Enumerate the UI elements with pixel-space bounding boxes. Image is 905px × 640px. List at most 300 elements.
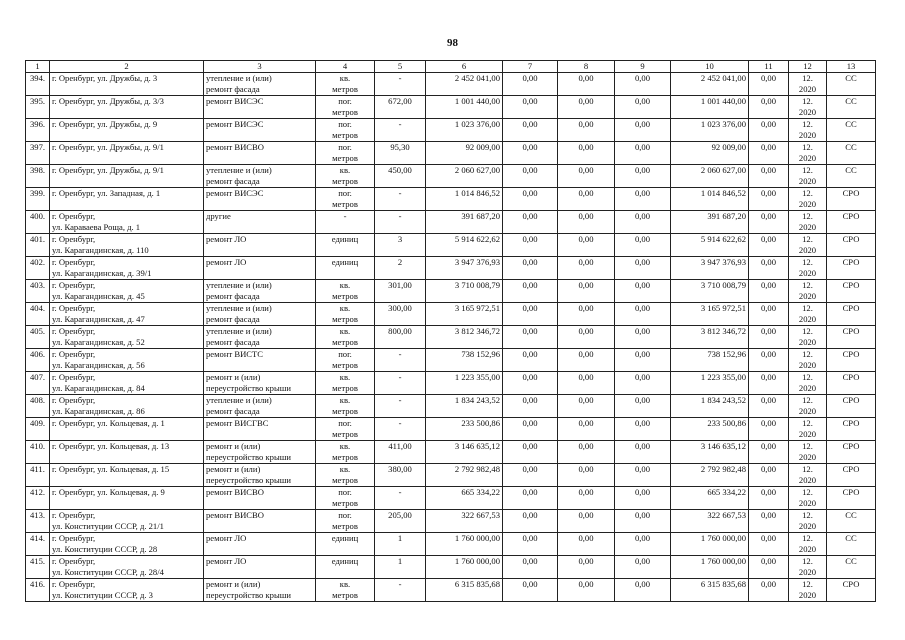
table-row xyxy=(26,510,876,533)
completion-date-cell-line: 2020 xyxy=(798,176,817,186)
fund-cell-line: 0,00 xyxy=(522,211,538,221)
completion-date-cell xyxy=(789,303,827,326)
owner-funds-cell-line: 1 001 440,00 xyxy=(700,96,746,106)
unit-cell-line: метров xyxy=(332,314,358,324)
completion-date-cell xyxy=(789,326,827,349)
quantity-cell-line: - xyxy=(398,372,402,382)
work-type-cell xyxy=(204,303,316,326)
unit-cell-line: метров xyxy=(332,337,358,347)
work-type-cell-line: утепление и (или) xyxy=(206,303,272,313)
method-code-cell xyxy=(827,326,876,349)
row-number xyxy=(26,395,50,418)
unit-cell xyxy=(316,326,375,349)
quantity-cell xyxy=(375,579,426,602)
fund-cell xyxy=(503,119,558,142)
unit-cell-line: кв. xyxy=(339,372,351,382)
other-funds-cell xyxy=(749,418,789,441)
work-type-cell xyxy=(204,349,316,372)
fund-cell-line: 0,00 xyxy=(578,211,594,221)
owner-funds-cell-line: 1 760 000,00 xyxy=(700,556,746,566)
fund-cell xyxy=(558,280,615,303)
address-cell-line: г. Оренбург, ул. Кольцевая, д. 15 xyxy=(52,464,170,474)
owner-funds-cell xyxy=(671,211,749,234)
unit-cell-line: метров xyxy=(332,130,358,140)
row-number-line: 408. xyxy=(29,395,46,405)
unit-cell xyxy=(316,142,375,165)
work-type-cell-line: ремонт фасада xyxy=(206,84,260,94)
other-funds-cell-line: 0,00 xyxy=(760,579,777,589)
total-cost-cell xyxy=(426,257,503,280)
owner-funds-cell-line: 1 223 355,00 xyxy=(700,372,746,382)
fund-cell-line: 0,00 xyxy=(522,556,538,566)
total-cost-cell xyxy=(426,533,503,556)
unit-cell-line: метров xyxy=(332,452,358,462)
completion-date-cell-line: 2020 xyxy=(798,567,817,577)
completion-date-cell-line: 12. xyxy=(802,188,813,198)
method-code-cell xyxy=(827,372,876,395)
address-cell-line: г. Оренбург, ул. Дружбы, д. 9/1 xyxy=(52,165,164,175)
address-cell xyxy=(50,73,204,96)
method-code-cell-line: СРО xyxy=(842,464,860,474)
method-code-cell xyxy=(827,280,876,303)
total-cost-cell xyxy=(426,188,503,211)
completion-date-cell xyxy=(789,280,827,303)
quantity-cell-line: 95,30 xyxy=(390,142,410,152)
other-funds-cell xyxy=(749,556,789,579)
unit-cell-line: единиц xyxy=(331,234,359,244)
unit-cell xyxy=(316,234,375,257)
fund-cell xyxy=(503,464,558,487)
address-cell-line: ул. Конституции СССР, д. 28 xyxy=(52,544,158,554)
other-funds-cell-line: 0,00 xyxy=(760,510,777,520)
fund-cell-line: 0,00 xyxy=(522,487,538,497)
work-type-cell xyxy=(204,510,316,533)
completion-date-cell-line: 12. xyxy=(802,119,813,129)
address-cell-line: ул. Карагандинская, д. 47 xyxy=(52,314,145,324)
completion-date-cell xyxy=(789,142,827,165)
fund-cell-line: 0,00 xyxy=(634,418,651,428)
fund-cell-line: 0,00 xyxy=(522,257,538,267)
method-code-cell xyxy=(827,142,876,165)
table-row xyxy=(26,349,876,372)
other-funds-cell-line: 0,00 xyxy=(760,326,777,336)
completion-date-cell-line: 12. xyxy=(802,372,813,382)
total-cost-cell xyxy=(426,441,503,464)
method-code-cell-line: СРО xyxy=(842,303,860,313)
owner-funds-cell-line: 1 014 846,52 xyxy=(700,188,746,198)
address-cell-line: г. Оренбург, ул. Дружбы, д. 9 xyxy=(52,119,158,129)
other-funds-cell-line: 0,00 xyxy=(760,96,777,106)
fund-cell-line: 0,00 xyxy=(522,119,538,129)
work-type-cell xyxy=(204,464,316,487)
address-cell-line: г. Оренбург, xyxy=(52,234,96,244)
other-funds-cell xyxy=(749,188,789,211)
owner-funds-cell xyxy=(671,326,749,349)
quantity-cell-line: - xyxy=(398,349,402,359)
owner-funds-cell xyxy=(671,119,749,142)
address-cell-line: ул. Карагандинская, д. 45 xyxy=(52,291,145,301)
fund-cell-line: 0,00 xyxy=(578,395,594,405)
work-type-cell-line: утепление и (или) xyxy=(206,280,272,290)
quantity-cell xyxy=(375,188,426,211)
owner-funds-cell xyxy=(671,487,749,510)
work-type-cell xyxy=(204,372,316,395)
total-cost-cell-line: 2 792 982,48 xyxy=(454,464,500,474)
method-code-cell-line: СС xyxy=(845,533,857,543)
row-number xyxy=(26,464,50,487)
owner-funds-cell xyxy=(671,96,749,119)
unit-cell-line: пог. xyxy=(338,188,352,198)
total-cost-cell-line: 6 315 835,68 xyxy=(454,579,500,589)
address-cell-line: г. Оренбург, xyxy=(52,372,96,382)
fund-cell xyxy=(615,418,671,441)
quantity-cell xyxy=(375,326,426,349)
owner-funds-cell-line: 6 315 835,68 xyxy=(700,579,746,589)
total-cost-cell-line: 3 710 008,79 xyxy=(454,280,500,290)
fund-cell-line: 0,00 xyxy=(522,372,538,382)
unit-cell xyxy=(316,556,375,579)
fund-cell-line: 0,00 xyxy=(522,234,538,244)
work-type-cell-line: ремонт ВИСВО xyxy=(206,510,264,520)
completion-date-cell-line: 2020 xyxy=(798,222,817,232)
address-cell xyxy=(50,533,204,556)
quantity-cell xyxy=(375,211,426,234)
fund-cell-line: 0,00 xyxy=(578,165,594,175)
quantity-cell xyxy=(375,73,426,96)
fund-cell xyxy=(615,441,671,464)
fund-cell-line: 0,00 xyxy=(578,556,594,566)
table-row xyxy=(26,395,876,418)
address-cell xyxy=(50,510,204,533)
table-row xyxy=(26,119,876,142)
other-funds-cell xyxy=(749,487,789,510)
owner-funds-cell xyxy=(671,510,749,533)
work-type-cell xyxy=(204,280,316,303)
total-cost-cell xyxy=(426,119,503,142)
address-cell-line: г. Оренбург, xyxy=(52,579,96,589)
fund-cell xyxy=(503,326,558,349)
fund-cell-line: 0,00 xyxy=(578,257,594,267)
row-number xyxy=(26,533,50,556)
address-cell-line: г. Оренбург, xyxy=(52,349,96,359)
total-cost-cell xyxy=(426,556,503,579)
address-cell xyxy=(50,119,204,142)
fund-cell xyxy=(615,533,671,556)
table-row xyxy=(26,211,876,234)
total-cost-cell xyxy=(426,165,503,188)
other-funds-cell-line: 0,00 xyxy=(760,533,777,543)
owner-funds-cell-line: 322 667,53 xyxy=(707,510,746,520)
unit-cell xyxy=(316,119,375,142)
fund-cell-line: 0,00 xyxy=(634,579,651,589)
completion-date-cell xyxy=(789,395,827,418)
fund-cell-line: 0,00 xyxy=(578,441,594,451)
unit-cell-line: метров xyxy=(332,498,358,508)
other-funds-cell-line: 0,00 xyxy=(760,372,777,382)
fund-cell xyxy=(503,303,558,326)
address-cell xyxy=(50,556,204,579)
completion-date-cell-line: 2020 xyxy=(798,590,817,600)
fund-cell xyxy=(558,303,615,326)
address-cell xyxy=(50,188,204,211)
total-cost-cell-line: 665 334,22 xyxy=(461,487,500,497)
unit-cell-line: метров xyxy=(332,475,358,485)
unit-cell xyxy=(316,188,375,211)
row-number xyxy=(26,257,50,280)
total-cost-cell-line: 3 947 376,93 xyxy=(454,257,500,267)
fund-cell-line: 0,00 xyxy=(522,579,538,589)
fund-cell-line: 0,00 xyxy=(522,533,538,543)
method-code-cell-line: СРО xyxy=(842,280,860,290)
owner-funds-cell xyxy=(671,257,749,280)
quantity-cell-line: 2 xyxy=(397,257,403,267)
unit-cell xyxy=(316,579,375,602)
completion-date-cell-line: 2020 xyxy=(798,383,817,393)
quantity-cell xyxy=(375,234,426,257)
work-type-cell-line: утепление и (или) xyxy=(206,326,272,336)
fund-cell-line: 0,00 xyxy=(634,73,651,83)
unit-cell-line: кв. xyxy=(339,73,351,83)
unit-cell xyxy=(316,280,375,303)
work-type-cell-line: ремонт ВИСЭС xyxy=(206,119,264,129)
completion-date-cell xyxy=(789,119,827,142)
row-number xyxy=(26,487,50,510)
unit-cell-line: кв. xyxy=(339,395,351,405)
completion-date-cell-line: 12. xyxy=(802,280,813,290)
fund-cell-line: 0,00 xyxy=(578,487,594,497)
quantity-cell-line: 450,00 xyxy=(388,165,412,175)
method-code-cell-line: СРО xyxy=(842,349,860,359)
quantity-cell-line: 1 xyxy=(397,556,403,566)
fund-cell-line: 0,00 xyxy=(578,96,594,106)
completion-date-cell-line: 2020 xyxy=(798,314,817,324)
address-cell-line: г. Оренбург, ул. Кольцевая, д. 13 xyxy=(52,441,170,451)
total-cost-cell xyxy=(426,487,503,510)
unit-cell xyxy=(316,372,375,395)
fund-cell-line: 0,00 xyxy=(522,188,538,198)
unit-cell-line: единиц xyxy=(331,556,359,566)
total-cost-cell-line: 1 001 440,00 xyxy=(454,96,500,106)
owner-funds-cell-line: 1 023 376,00 xyxy=(700,119,746,129)
table-row xyxy=(26,165,876,188)
fund-cell xyxy=(558,257,615,280)
other-funds-cell xyxy=(749,119,789,142)
completion-date-cell-line: 2020 xyxy=(798,291,817,301)
row-number-line: 398. xyxy=(29,165,46,175)
fund-cell xyxy=(503,349,558,372)
fund-cell-line: 0,00 xyxy=(634,211,651,221)
other-funds-cell-line: 0,00 xyxy=(760,464,777,474)
method-code-cell xyxy=(827,119,876,142)
address-cell-line: г. Оренбург, xyxy=(52,257,96,267)
address-cell xyxy=(50,96,204,119)
row-number xyxy=(26,188,50,211)
fund-cell xyxy=(503,73,558,96)
fund-cell xyxy=(615,165,671,188)
completion-date-cell-line: 2020 xyxy=(798,544,817,554)
fund-cell-line: 0,00 xyxy=(578,234,594,244)
column-header: 4 xyxy=(316,61,375,73)
fund-cell xyxy=(558,326,615,349)
fund-cell-line: 0,00 xyxy=(522,418,538,428)
other-funds-cell xyxy=(749,234,789,257)
completion-date-cell-line: 12. xyxy=(802,533,813,543)
total-cost-cell-line: 233 500,86 xyxy=(461,418,500,428)
method-code-cell xyxy=(827,556,876,579)
owner-funds-cell-line: 738 152,96 xyxy=(707,349,746,359)
fund-cell xyxy=(615,257,671,280)
owner-funds-cell-line: 2 060 627,00 xyxy=(700,165,746,175)
row-number-line: 399. xyxy=(29,188,46,198)
unit-cell xyxy=(316,418,375,441)
address-cell xyxy=(50,395,204,418)
work-type-cell xyxy=(204,556,316,579)
total-cost-cell-line: 1 760 000,00 xyxy=(454,533,500,543)
fund-cell xyxy=(558,556,615,579)
fund-cell xyxy=(558,234,615,257)
table-row xyxy=(26,303,876,326)
completion-date-cell-line: 2020 xyxy=(798,84,817,94)
row-number-line: 412. xyxy=(29,487,46,497)
fund-cell-line: 0,00 xyxy=(578,349,594,359)
completion-date-cell-line: 2020 xyxy=(798,245,817,255)
other-funds-cell-line: 0,00 xyxy=(760,119,777,129)
unit-cell-line: метров xyxy=(332,383,358,393)
unit-cell-line: пог. xyxy=(338,142,352,152)
quantity-cell xyxy=(375,280,426,303)
fund-cell xyxy=(615,234,671,257)
fund-cell-line: 0,00 xyxy=(578,303,594,313)
work-type-cell xyxy=(204,234,316,257)
fund-cell-line: 0,00 xyxy=(522,510,538,520)
fund-cell-line: 0,00 xyxy=(634,257,651,267)
table-row xyxy=(26,142,876,165)
address-cell xyxy=(50,211,204,234)
row-number-line: 405. xyxy=(29,326,46,336)
column-header: 10 xyxy=(671,61,749,73)
row-number-line: 414. xyxy=(29,533,46,543)
row-number xyxy=(26,372,50,395)
quantity-cell xyxy=(375,96,426,119)
total-cost-cell-line: 1 834 243,52 xyxy=(454,395,500,405)
owner-funds-cell xyxy=(671,464,749,487)
unit-cell-line: кв. xyxy=(339,464,351,474)
work-type-cell-line: ремонт фасада xyxy=(206,291,260,301)
fund-cell-line: 0,00 xyxy=(522,280,538,290)
completion-date-cell-line: 2020 xyxy=(798,153,817,163)
owner-funds-cell-line: 1 760 000,00 xyxy=(700,533,746,543)
unit-cell xyxy=(316,349,375,372)
table-row xyxy=(26,96,876,119)
unit-cell-line: кв. xyxy=(339,280,351,290)
total-cost-cell-line: 2 060 627,00 xyxy=(454,165,500,175)
completion-date-cell-line: 2020 xyxy=(798,360,817,370)
fund-cell xyxy=(558,142,615,165)
work-type-cell-line: утепление и (или) xyxy=(206,73,272,83)
unit-cell xyxy=(316,487,375,510)
completion-date-cell-line: 2020 xyxy=(798,521,817,531)
quantity-cell xyxy=(375,464,426,487)
fund-cell-line: 0,00 xyxy=(634,142,651,152)
total-cost-cell xyxy=(426,73,503,96)
unit-cell-line: - xyxy=(343,211,347,221)
completion-date-cell-line: 2020 xyxy=(798,429,817,439)
completion-date-cell-line: 12. xyxy=(802,211,813,221)
work-type-cell xyxy=(204,257,316,280)
fund-cell xyxy=(615,188,671,211)
column-header: 3 xyxy=(204,61,316,73)
total-cost-cell xyxy=(426,372,503,395)
address-cell xyxy=(50,349,204,372)
address-cell xyxy=(50,441,204,464)
completion-date-cell-line: 12. xyxy=(802,487,813,497)
address-cell-line: г. Оренбург, xyxy=(52,395,96,405)
fund-cell xyxy=(503,510,558,533)
unit-cell-line: единиц xyxy=(331,533,359,543)
other-funds-cell xyxy=(749,303,789,326)
completion-date-cell-line: 12. xyxy=(802,326,813,336)
address-cell xyxy=(50,142,204,165)
total-cost-cell xyxy=(426,326,503,349)
fund-cell-line: 0,00 xyxy=(522,96,538,106)
fund-cell-line: 0,00 xyxy=(578,326,594,336)
row-number-line: 395. xyxy=(29,96,46,106)
total-cost-cell xyxy=(426,280,503,303)
work-type-cell xyxy=(204,188,316,211)
total-cost-cell xyxy=(426,510,503,533)
row-number xyxy=(26,73,50,96)
row-number-line: 411. xyxy=(30,464,45,474)
total-cost-cell-line: 1 014 846,52 xyxy=(454,188,500,198)
method-code-cell-line: СС xyxy=(845,73,857,83)
owner-funds-cell xyxy=(671,165,749,188)
completion-date-cell-line: 2020 xyxy=(798,498,817,508)
other-funds-cell xyxy=(749,349,789,372)
unit-cell-line: пог. xyxy=(338,510,352,520)
fund-cell xyxy=(503,96,558,119)
total-cost-cell-line: 1 023 376,00 xyxy=(454,119,500,129)
total-cost-cell xyxy=(426,96,503,119)
repair-schedule-table xyxy=(25,60,876,602)
quantity-cell-line: - xyxy=(398,73,402,83)
work-type-cell xyxy=(204,142,316,165)
completion-date-cell-line: 2020 xyxy=(798,107,817,117)
unit-cell-line: метров xyxy=(332,84,358,94)
completion-date-cell-line: 12. xyxy=(802,96,813,106)
fund-cell-line: 0,00 xyxy=(634,395,651,405)
address-cell-line: ул. Конституции СССР, д. 3 xyxy=(52,590,153,600)
fund-cell xyxy=(615,303,671,326)
address-cell-line: г. Оренбург, xyxy=(52,556,96,566)
completion-date-cell-line: 2020 xyxy=(798,406,817,416)
unit-cell-line: кв. xyxy=(339,303,351,313)
column-header: 8 xyxy=(558,61,615,73)
method-code-cell xyxy=(827,234,876,257)
work-type-cell xyxy=(204,119,316,142)
address-cell-line: г. Оренбург, xyxy=(52,211,96,221)
unit-cell-line: метров xyxy=(332,176,358,186)
fund-cell xyxy=(615,510,671,533)
completion-date-cell xyxy=(789,418,827,441)
address-cell-line: г. Оренбург, ул. Кольцевая, д. 1 xyxy=(52,418,165,428)
work-type-cell-line: утепление и (или) xyxy=(206,395,272,405)
fund-cell xyxy=(503,257,558,280)
row-number-line: 413. xyxy=(29,510,46,520)
address-cell-line: г. Оренбург, xyxy=(52,510,96,520)
owner-funds-cell-line: 2 792 982,48 xyxy=(700,464,746,474)
address-cell xyxy=(50,165,204,188)
address-cell-line: ул. Карагандинская, д. 84 xyxy=(52,383,145,393)
